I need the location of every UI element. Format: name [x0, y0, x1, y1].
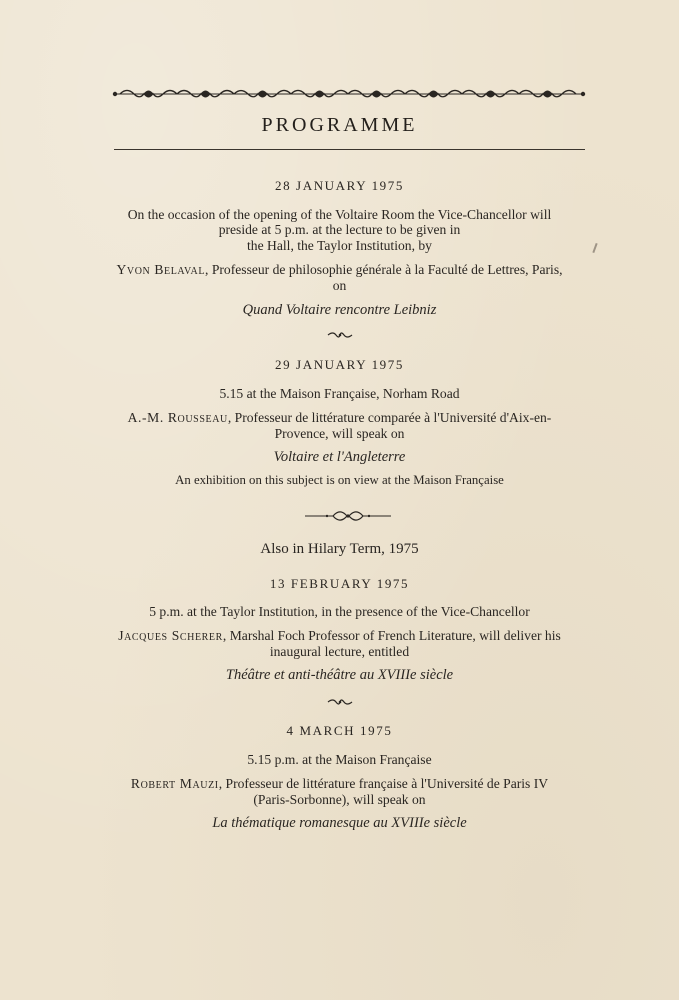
- speaker-description: , Professeur de littérature française à l'Université de Paris IV: [218, 776, 549, 791]
- event-speaker-continued: inaugural lecture, entitled: [269, 644, 410, 659]
- speaker-name: Yvon Belaval: [116, 262, 206, 277]
- speaker-description: , Professeur de littérature comparée à l'Université d'Aix-en-: [227, 410, 552, 425]
- lecture-title: Voltaire et l'Angleterre: [273, 449, 406, 465]
- speaker-name: Jacques Scherer: [118, 628, 223, 643]
- lecture-title: Théâtre et anti-théâtre au XVIIIe siècle: [225, 667, 454, 683]
- event-speaker: [90, 410, 589, 426]
- event-connector: on: [332, 278, 347, 293]
- fleuron-icon: [326, 697, 354, 707]
- event-intro: 5.15 p.m. at the Maison Française: [247, 752, 432, 767]
- fleuron-icon: [326, 330, 354, 340]
- event-speaker-continued: (Paris-Sorbonne), will speak on: [253, 792, 426, 807]
- event-date: 29 JANUARY 1975: [275, 357, 404, 372]
- event-speaker-continued: Provence, will speak on: [274, 426, 405, 441]
- speaker-name: Robert Mauzi: [130, 776, 219, 791]
- speaker-description: , Marshal Foch Professor of French Literature, will deliver his: [222, 628, 561, 643]
- event-date: 4 MARCH 1975: [286, 723, 393, 738]
- page-title: PROGRAMME: [261, 114, 418, 136]
- scroll-ornament-icon: [303, 508, 393, 524]
- event-speaker: [90, 776, 589, 792]
- event-intro: 5 p.m. at the Taylor Institution, in the presence of the Vice-Chancellor: [149, 604, 530, 619]
- event-intro: 5.15 at the Maison Française, Norham Road: [219, 386, 460, 401]
- event-date: 13 FEBRUARY 1975: [269, 576, 410, 591]
- event-speaker: [90, 262, 589, 278]
- event-intro: the Hall, the Taylor Institution, by: [247, 238, 432, 253]
- title-rule: [114, 149, 585, 150]
- section-heading: Also in Hilary Term, 1975: [260, 541, 419, 557]
- event-intro: preside at 5 p.m. at the lecture to be given in: [218, 222, 461, 237]
- speaker-name: A.-M. Rousseau: [127, 410, 228, 425]
- event-speaker: [90, 628, 589, 644]
- lecture-title: Quand Voltaire rencontre Leibniz: [242, 302, 437, 318]
- event-note: An exhibition on this subject is on view at the Maison Française: [175, 473, 504, 487]
- speaker-description: , Professeur de philosophie générale à la Faculté de Lettres, Paris,: [205, 262, 563, 277]
- event-intro: On the occasion of the opening of the Voltaire Room the Vice-Chancellor will: [127, 207, 552, 222]
- ornamental-border-icon: [112, 86, 586, 102]
- event-date: 28 JANUARY 1975: [275, 178, 404, 193]
- lecture-title: La thématique romanesque au XVIIIe siècle: [212, 815, 467, 831]
- paper-mark: [592, 243, 597, 253]
